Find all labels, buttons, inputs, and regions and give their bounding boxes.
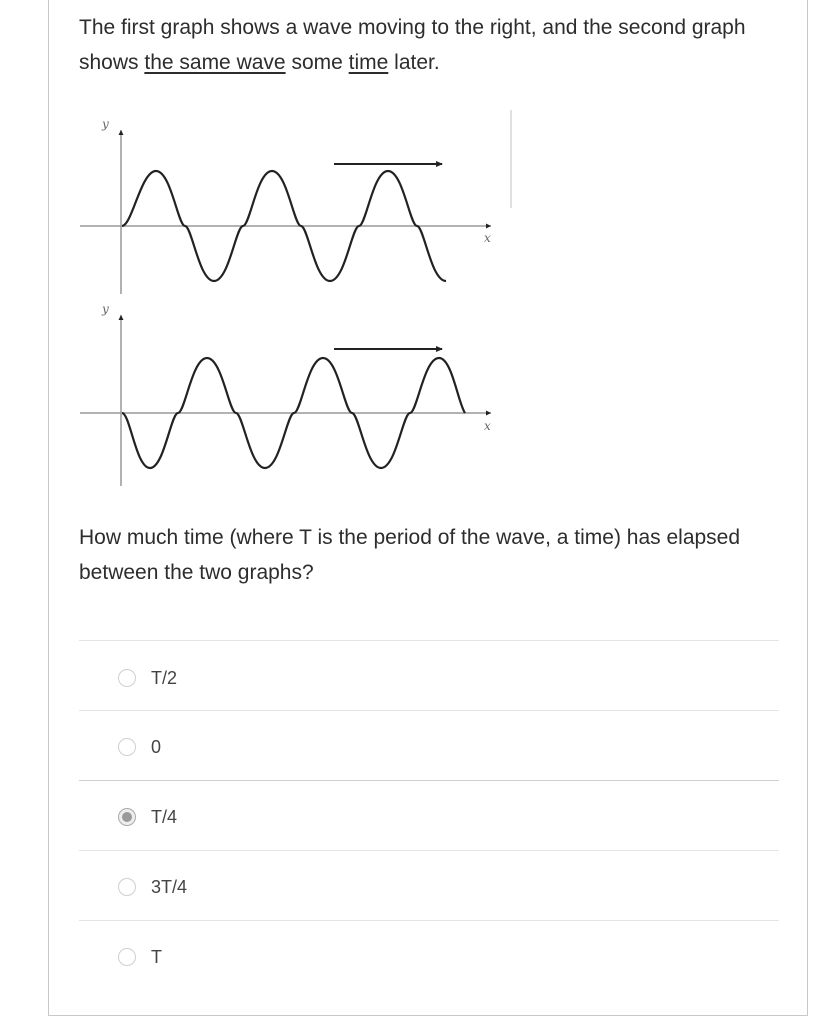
radio-button[interactable]	[118, 878, 136, 896]
radio-dot	[122, 812, 132, 822]
option-label: 3T/4	[151, 876, 188, 897]
question-prompt: How much time (where T is the period of the wave, a time) has elapsed between the two graphs?	[79, 526, 741, 584]
bottom-x-label: x	[484, 419, 491, 433]
intro-emphasis-time: time	[348, 51, 389, 74]
option-three-t-quarter[interactable]	[118, 870, 187, 904]
top-y-label: y	[102, 117, 109, 131]
question-intro	[79, 10, 779, 80]
bottom-wave-graph	[80, 302, 491, 486]
top-x-label: x	[484, 231, 491, 245]
radio-button[interactable]	[118, 948, 136, 966]
option-label: T	[151, 946, 162, 967]
option-label: T/2	[151, 667, 178, 688]
option-t-half[interactable]	[118, 661, 177, 695]
radio-button[interactable]	[118, 669, 136, 687]
intro-emphasis-same-wave: the same wave	[144, 51, 286, 74]
intro-text: The first graph shows a wave moving to the right, and the second graph shows	[79, 16, 746, 74]
option-t-quarter[interactable]	[118, 800, 177, 834]
bottom-y-label: y	[102, 302, 109, 316]
radio-button[interactable]	[118, 738, 136, 756]
wave-figure	[80, 108, 520, 493]
option-divider	[79, 780, 779, 781]
option-zero[interactable]	[118, 730, 161, 764]
option-divider	[79, 640, 779, 641]
option-divider	[79, 710, 779, 711]
option-divider	[79, 920, 779, 921]
option-label: 0	[151, 736, 162, 757]
option-divider	[79, 850, 779, 851]
intro-text: some	[285, 51, 349, 74]
top-wave-graph	[80, 117, 491, 294]
option-t[interactable]	[118, 940, 162, 974]
intro-text: later.	[388, 51, 440, 74]
radio-button-selected[interactable]	[118, 808, 136, 826]
option-label: T/4	[151, 806, 178, 827]
